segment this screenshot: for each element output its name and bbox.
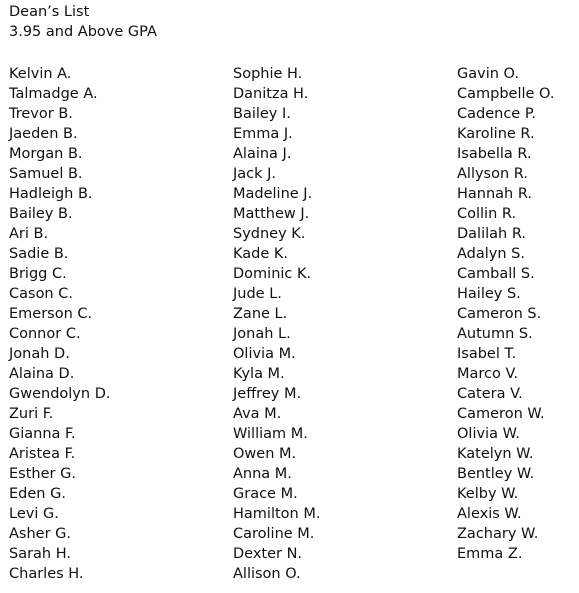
student-name: Anna M. [233, 466, 292, 482]
student-name: Jaeden B. [9, 126, 78, 142]
student-name: Hailey S. [457, 286, 521, 302]
student-name: Karoline R. [457, 126, 535, 142]
student-name: Hadleigh B. [9, 186, 93, 202]
student-name: Jonah L. [233, 326, 291, 342]
student-name: Samuel B. [9, 166, 83, 182]
student-name: Dexter N. [233, 546, 303, 562]
student-name: Allyson R. [457, 166, 528, 182]
student-name: Cadence P. [457, 106, 536, 122]
student-name: Emerson C. [9, 306, 93, 322]
student-name: Morgan B. [9, 146, 83, 162]
student-name: William M. [233, 426, 308, 442]
student-name: Danitza H. [233, 86, 309, 102]
student-name: Caroline M. [233, 526, 315, 542]
student-name: Zuri F. [9, 406, 54, 422]
student-name: Jude L. [233, 286, 282, 302]
student-name: Zachary W. [457, 526, 539, 542]
student-name: Gavin O. [457, 66, 519, 82]
student-name: Campbelle O. [457, 86, 555, 102]
student-name: Bailey I. [233, 106, 291, 122]
student-name: Isabella R. [457, 146, 532, 162]
student-name: Kade K. [233, 246, 288, 262]
document-page [9, 2, 575, 582]
student-name: Trevor B. [9, 106, 73, 122]
student-name: Gwendolyn D. [9, 386, 111, 402]
student-name: Aristea F. [9, 446, 76, 462]
student-name: Alexis W. [457, 506, 522, 522]
student-name: Emma Z. [457, 546, 523, 562]
student-name: Sydney K. [233, 226, 306, 242]
student-name: Alaina J. [233, 146, 292, 162]
student-name: Sarah H. [9, 546, 71, 562]
student-name: Bentley W. [457, 466, 535, 482]
student-name: Dalilah R. [457, 226, 526, 242]
student-name: Bailey B. [9, 206, 73, 222]
name-columns [9, 64, 575, 584]
student-name: Allison O. [233, 566, 301, 582]
list-title: Dean’s List [9, 4, 90, 20]
student-name: Kelvin A. [9, 66, 72, 82]
name-column-2 [233, 64, 443, 584]
student-name: Gianna F. [9, 426, 76, 442]
student-name: Kelby W. [457, 486, 519, 502]
student-name: Ava M. [233, 406, 282, 422]
student-name: Jeffrey M. [233, 386, 302, 402]
list-subtitle: 3.95 and Above GPA [9, 24, 157, 40]
student-name: Alaina D. [9, 366, 75, 382]
student-name: Isabel T. [457, 346, 517, 362]
student-name: Hamilton M. [233, 506, 321, 522]
student-name: Kyla M. [233, 366, 285, 382]
student-name: Collin R. [457, 206, 517, 222]
student-name: Connor C. [9, 326, 81, 342]
student-name: Sophie H. [233, 66, 303, 82]
student-name: Talmadge A. [9, 86, 98, 102]
student-name: Matthew J. [233, 206, 310, 222]
student-name: Emma J. [233, 126, 293, 142]
student-name: Eden G. [9, 486, 66, 502]
student-name: Madeline J. [233, 186, 313, 202]
student-name: Jack J. [233, 166, 277, 182]
student-name: Camball S. [457, 266, 535, 282]
student-name: Brigg C. [9, 266, 67, 282]
student-name: Cason C. [9, 286, 73, 302]
student-name: Zane L. [233, 306, 288, 322]
student-name: Marco V. [457, 366, 519, 382]
student-name: Charles H. [9, 566, 84, 582]
name-column-1 [9, 64, 219, 584]
student-name: Cameron S. [457, 306, 542, 322]
student-name: Adalyn S. [457, 246, 525, 262]
student-name: Asher G. [9, 526, 72, 542]
student-name: Catera V. [457, 386, 523, 402]
student-name: Katelyn W. [457, 446, 534, 462]
student-name: Jonah D. [9, 346, 70, 362]
student-name: Esther G. [9, 466, 76, 482]
name-column-3 [457, 64, 579, 564]
student-name: Hannah R. [457, 186, 533, 202]
student-name: Cameron W. [457, 406, 545, 422]
student-name: Owen M. [233, 446, 297, 462]
student-name: Levi G. [9, 506, 59, 522]
student-name: Dominic K. [233, 266, 312, 282]
student-name: Ari B. [9, 226, 49, 242]
student-name: Olivia M. [233, 346, 296, 362]
student-name: Sadie B. [9, 246, 69, 262]
student-name: Olivia W. [457, 426, 520, 442]
student-name: Autumn S. [457, 326, 533, 342]
student-name: Grace M. [233, 486, 298, 502]
